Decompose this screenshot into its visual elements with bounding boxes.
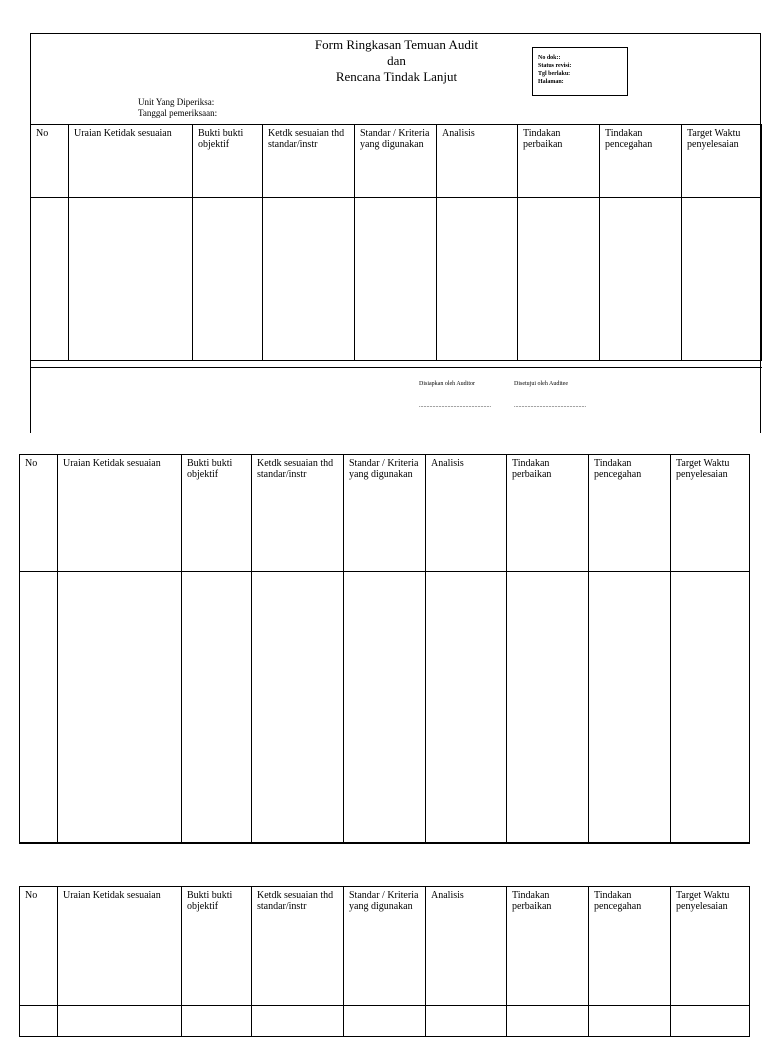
col-standar: Standar / Kriteria yang digunakan [344,887,426,1006]
col-analisis: Analisis [426,887,507,1006]
cell [671,572,750,844]
col-ketdk: Ketdk sesuaian thd standar/instr [252,455,344,572]
auditee-signature [514,380,586,410]
form-title [31,37,762,85]
page-label: Halaman: [538,79,564,85]
table-row [20,572,750,844]
col-target: Target Waktu penyelesaian [671,887,750,1006]
doc-number-label: No dok:: [538,55,561,61]
title-line-3: Rencana Tindak Lanjut [335,69,458,84]
col-bukti: Bukti bukti objektif [182,887,252,1006]
col-ketdk: Ketdk sesuaian thd standar/instr [263,125,355,198]
cell [182,572,252,844]
cell [20,1006,58,1037]
cell [344,1006,426,1037]
signature-line: ................................................ [514,403,586,409]
findings-table-3 [19,886,750,1037]
cell [589,1006,671,1037]
cell [682,198,762,361]
cell [252,572,344,844]
col-target: Target Waktu penyelesaian [671,455,750,572]
signature-line: ................................................ [419,403,491,409]
col-analisis: Analisis [426,455,507,572]
col-standar: Standar / Kriteria yang digunakan [355,125,437,198]
cell [355,198,437,361]
cell [426,1006,507,1037]
col-no: No [20,455,58,572]
audit-form-section [30,33,761,433]
signature-footer [31,367,762,438]
col-ketdk: Ketdk sesuaian thd standar/instr [252,887,344,1006]
cell [437,198,518,361]
cell [69,198,193,361]
cell [193,198,263,361]
col-perbaikan: Tindakan perbaikan [507,887,589,1006]
approved-by-label: Disetujui oleh Auditee [514,381,568,387]
col-uraian: Uraian Ketidak sesuaian [69,125,193,198]
prepared-by-label: Disiapkan oleh Auditor [419,381,475,387]
cell [58,1006,182,1037]
cell [31,198,69,361]
cell [426,572,507,844]
effective-date-label: Tgl berlaku: [538,71,571,77]
col-pencegahan: Tindakan pencegahan [589,455,671,572]
cell [263,198,355,361]
col-no: No [31,125,69,198]
col-target: Target Waktu penyelesaian [682,125,762,198]
cell [58,572,182,844]
col-pencegahan: Tindakan pencegahan [589,887,671,1006]
col-uraian: Uraian Ketidak sesuaian [58,455,182,572]
col-perbaikan: Tindakan perbaikan [507,455,589,572]
inspection-date-label: Tanggal pemeriksaan: [138,108,218,118]
col-bukti: Bukti bukti objektif [193,125,263,198]
cell [507,572,589,844]
unit-info [138,97,217,119]
cell [518,198,600,361]
auditor-signature [419,380,491,410]
table-row [20,1006,750,1037]
title-line-2: dan [387,53,406,68]
cell [252,1006,344,1037]
table-header-row [20,455,750,572]
title-line-1: Form Ringkasan Temuan Audit [314,37,479,52]
table-header-row [20,887,750,1006]
cell [600,198,682,361]
findings-table-2 [19,454,750,844]
cell [182,1006,252,1037]
table-row [31,198,762,361]
cell [20,572,58,844]
col-pencegahan: Tindakan pencegahan [600,125,682,198]
cell [344,572,426,844]
col-standar: Standar / Kriteria yang digunakan [344,455,426,572]
col-analisis: Analisis [437,125,518,198]
unit-label: Unit Yang Diperiksa: [138,97,215,107]
revision-status-label: Status revisi: [538,63,572,69]
col-perbaikan: Tindakan perbaikan [518,125,600,198]
document-info-box [532,47,628,96]
cell [671,1006,750,1037]
col-bukti: Bukti bukti objektif [182,455,252,572]
cell [589,572,671,844]
col-no: No [20,887,58,1006]
table-header-row [31,125,762,198]
col-uraian: Uraian Ketidak sesuaian [58,887,182,1006]
findings-table-1 [30,124,762,361]
cell [507,1006,589,1037]
